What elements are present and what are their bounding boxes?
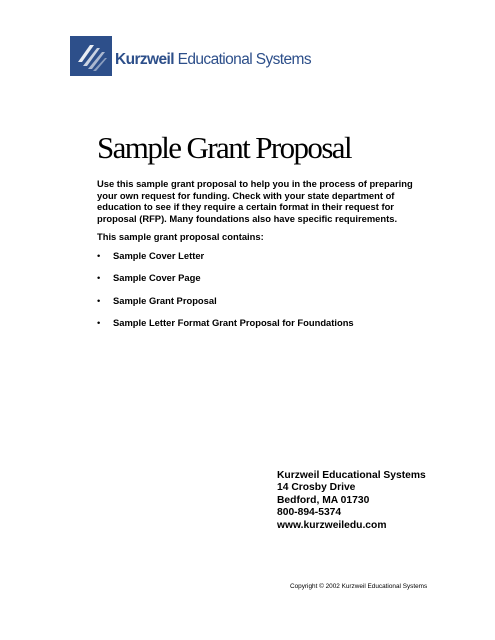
list-item-label: Sample Cover Letter xyxy=(113,250,205,261)
contact-address xyxy=(277,470,426,532)
document-title: Sample Grant Proposal xyxy=(97,130,351,165)
logo-brand-bold: Kurzweil xyxy=(115,51,174,68)
logo-brand-rest: Educational Systems xyxy=(177,51,311,68)
contents-heading: This sample grant proposal contains: xyxy=(97,231,264,242)
bullet-icon: • xyxy=(97,317,101,329)
bullet-icon: • xyxy=(97,294,101,306)
company-logo xyxy=(70,36,311,76)
street-address: 14 Crosby Drive xyxy=(277,482,356,494)
phone-number: 800-894-5374 xyxy=(277,507,342,519)
list-item xyxy=(97,317,354,328)
list-item xyxy=(97,272,354,283)
copyright-notice: Copyright © 2002 Kurzweil Educational Systems xyxy=(290,583,428,590)
list-item-label: Sample Letter Format Grant Proposal for Foundations xyxy=(113,317,354,329)
list-item xyxy=(97,250,354,261)
intro-paragraph: Use this sample grant proposal to help you in the process of preparing your own request for funding. Check with your state department of education to see if they require a certain format in their request for proposal (RFP). Many foundations also have specific requirements. xyxy=(97,178,413,224)
bullet-icon: • xyxy=(97,250,101,261)
website-link[interactable]: www.kurzweiledu.com xyxy=(277,519,387,531)
contents-list xyxy=(97,250,354,340)
list-item xyxy=(97,295,354,306)
bullet-icon: • xyxy=(97,272,101,284)
logo-wordmark xyxy=(115,51,311,69)
kurzweil-logo-icon xyxy=(70,36,112,76)
list-item-label: Sample Cover Page xyxy=(113,272,201,284)
list-item-label: Sample Grant Proposal xyxy=(113,294,217,306)
organization-name: Kurzweil Educational Systems xyxy=(277,470,426,481)
city-state-zip: Bedford, MA 01730 xyxy=(277,494,370,506)
